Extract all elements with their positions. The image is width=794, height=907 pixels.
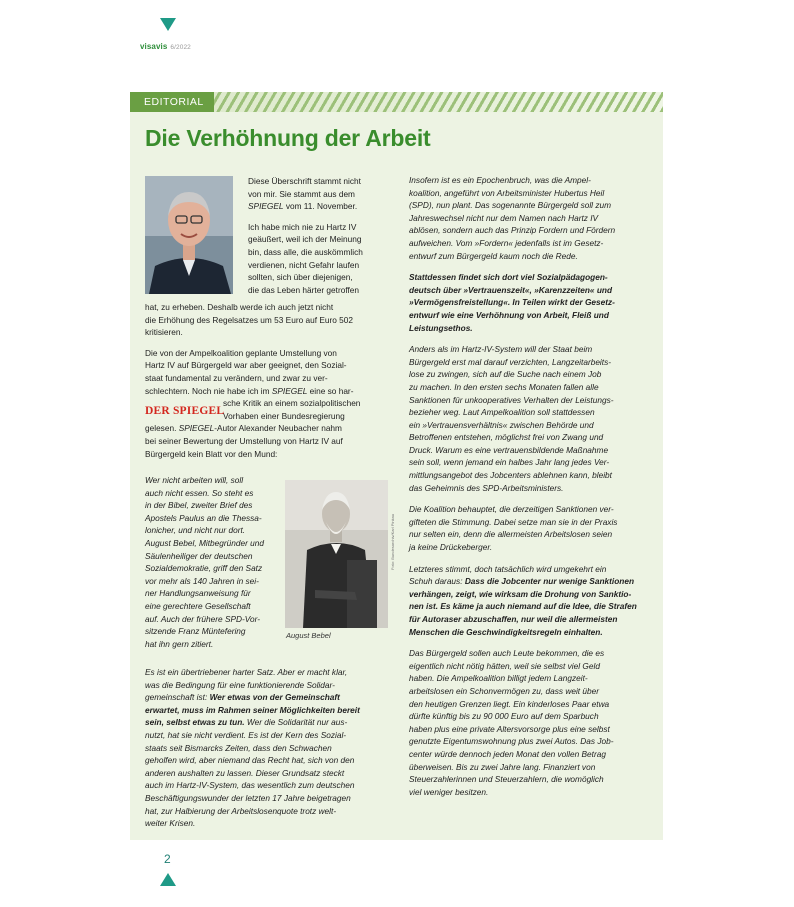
left-bottom-column <box>145 666 390 830</box>
text-line <box>145 716 390 729</box>
bold-text: sein, selbst etwas zu tun. <box>145 717 245 728</box>
text-line: geholfen wird, aber niemand das Recht hat, sich von den <box>145 755 355 766</box>
text-line: bin, dass alle, die auskömmlich <box>248 246 363 257</box>
text-line: für Autoraser abzuschaffen, nur weil die allermeisten <box>409 614 618 624</box>
quote-line: in der Bibel, zweiter Brief des <box>145 500 253 511</box>
quote-line: Apostels Paulus an die Thessa- <box>145 512 262 523</box>
text-line: nen ist. Es käme ja auch niemand auf die Idee, die Strafen <box>409 601 637 612</box>
text-line: sollten, sich über diejenigen, <box>248 272 353 283</box>
text-line: Letzteres stimmt, doch tatsächlich wird umgekehrt ein <box>409 563 607 574</box>
text-line <box>145 422 390 435</box>
text-line: Betroffenen entstehen, möglichst frei von Zwang und <box>409 432 604 443</box>
text-line: die das Leben härter getroffen <box>248 284 360 295</box>
issue-number: 6/2022 <box>170 44 191 51</box>
spiegel-ref: SPIEGEL <box>271 385 308 396</box>
text-line: entwurf zum Bürgergeld kaum noch die Rede. <box>409 250 578 261</box>
text-line <box>409 575 659 588</box>
text-span: vom 11. November. <box>283 201 358 212</box>
text-line: arbeitslosen ein Schonvermögen zu, dass weit über <box>409 685 600 696</box>
text-line: auch im Hartz-IV-System, das wesentlich zum deutschen <box>145 780 355 791</box>
text-line: von mir. Sie stammt aus dem <box>248 188 355 199</box>
text-line: genutzte Eigentumswohnung plus zwei Autos. Das Job- <box>409 736 614 747</box>
bold-text: Wer etwas von der Gemeinschaft <box>209 692 340 703</box>
text-line: (SPD), nun plant. Das sogenannte Bürgergeld soll zum <box>409 200 612 211</box>
logo-text: visavis <box>140 42 168 51</box>
text-line: Anders als im Hartz-IV-System will der Staat beim <box>409 344 593 355</box>
text-line: Druck. Warum es eine vertrauensbildende Maßnahme <box>409 444 609 455</box>
text-line: kritisieren. <box>145 327 183 338</box>
quote-line: auch nicht essen. So steht es <box>145 487 254 498</box>
text-line: »Vermögensfreistellung«. In Teilen wirkt der Gesetz- <box>409 297 615 308</box>
text-line: nutzt, hat sie nicht verdient. Es ist der Kern des Sozial- <box>145 729 347 740</box>
text-span: Wer die Solidarität nur aus- <box>244 717 348 728</box>
text-line <box>145 691 390 704</box>
text-line: anderen aushalten zu lassen. Dieser Grundsatz steckt <box>145 767 345 778</box>
text-span: -Autor Alexander Neubacher nahm <box>214 423 342 434</box>
text-line: Ich habe mich nie zu Hartz IV <box>248 221 357 232</box>
text-line <box>145 385 390 398</box>
text-line: eigentlich nicht nötig hätten, weil sie selbst viel Geld <box>409 660 600 671</box>
text-line: sche Kritik an einem sozialpolitischen <box>223 398 361 409</box>
text-line: ablösen, sondern auch das Prinzip Fordern und Fördern <box>409 225 616 236</box>
text-line: Insofern ist es ein Epochenbruch, was die Ampel- <box>409 175 591 185</box>
text-line: verdienen, nicht Gefahr laufen <box>248 259 360 270</box>
text-line <box>248 200 398 213</box>
text-line: erwartet, muss im Rahmen seiner Möglichkeiten bereit <box>145 704 360 715</box>
text-line: dürfte künftig bis zu 90 000 Euro auf dem Sparbuch <box>409 711 599 722</box>
right-column <box>409 174 659 798</box>
quote-line: sitzende Franz Müntefering <box>145 626 246 637</box>
quote-line: Wer nicht arbeiten will, soll <box>145 475 244 485</box>
text-line: Menschen die Geschwindigkeitsregeln einhalten. <box>409 626 603 637</box>
text-line: Leistungsethos. <box>409 322 473 333</box>
text-span: gemeinschaft ist: <box>145 692 210 703</box>
text-line: viel weniger besitzen. <box>409 786 489 797</box>
spiegel-logo: DER SPIEGEL <box>145 405 225 417</box>
text-line: koalition, angeführt von Arbeitsminister Hubertus Heil <box>409 187 605 198</box>
photo-caption: August Bebel <box>286 631 331 640</box>
quote-line: vor mehr als 140 Jahren in sei- <box>145 575 259 586</box>
text-line: weiter Krisen. <box>145 818 196 829</box>
text-line: sein soll, wenn jemand ein halbes Jahr lang jedes Ver- <box>409 457 610 468</box>
text-line: mittlungsangebot des Jobcenters ablehnen kann, bleibt <box>409 470 612 481</box>
text-line: bei seiner Bewertung der Umstellung von Hartz IV auf <box>145 435 343 446</box>
quote-line: August Bebel, Mitbegründer und <box>145 537 265 548</box>
quote-line: eine gerechtere Gesellschaft <box>145 600 251 611</box>
text-line: den heutigen Grenzen liegt. Ein kinderloses Paar etwa <box>409 698 610 709</box>
text-line: Sanktionen für unkooperatives Verhalten der Leistungs- <box>409 394 614 405</box>
text-line: Das Bürgergeld sollen auch Leute bekommen, die es <box>409 648 605 659</box>
text-line: verhängen, zeigt, wie wirksam die Drohung von Sanktio- <box>409 588 632 599</box>
bottom-triangle-icon <box>160 873 176 886</box>
text-line: ein »Vertrauensverhältnis« zwischen Behörde und <box>409 419 594 430</box>
text-line: aufweichen. Vom »Fordern« jedenfalls ist im Gesetz- <box>409 237 604 248</box>
spiegel-ref: SPIEGEL <box>248 201 284 212</box>
text-line: Es ist ein übertriebener harter Satz. Aber er macht klar, <box>145 667 348 677</box>
text-line: Jahreswechsel nicht nur dem Namen nach Hartz IV <box>409 212 599 223</box>
quote-line: ner Handlungsanweisung für <box>145 588 251 599</box>
text-span: Schuh daraus: <box>409 576 465 587</box>
magazine-logo <box>140 42 191 51</box>
bold-text: Dass die Jobcenter nur wenige Sanktionen <box>464 576 635 587</box>
text-line: was die Bedingung für eine funktionierende Solidar- <box>145 679 335 690</box>
text-span: schlechtern. Noch nie habe ich im <box>145 385 272 396</box>
page-number: 2 <box>164 852 171 866</box>
text-line: hat, zu erheben. Deshalb werde ich auch jetzt nicht <box>145 302 334 312</box>
text-line: staats seit Bismarcks Zeiten, dass den Schwachen <box>145 742 332 753</box>
text-line: entwurf wie eine Verhöhnung von Arbeit, Fleiß und <box>409 309 609 320</box>
text-span: gelesen. <box>145 423 179 434</box>
text-line: Beschäftigungswunder der letzten 17 Jahre beigetragen <box>145 792 351 803</box>
text-line: Bürgergeld erst mal darauf verzichten, Langzeitarbeits- <box>409 356 611 367</box>
text-span: eine so har- <box>307 385 354 396</box>
text-line: deutsch über »Vertrauenszeit«, »Karenzzeiten« und <box>409 284 613 295</box>
quote-line: Säulenheiliger der deutschen <box>145 550 253 561</box>
quote-block <box>145 474 285 650</box>
left-column <box>145 301 390 460</box>
text-line: Bürgergeld kein Blatt vor den Mund: <box>145 448 278 459</box>
text-line: geäußert, weil ich der Meinung <box>248 234 362 245</box>
photo-credit: Foto: Bundesarchiv/Karl Pinkau <box>390 513 395 570</box>
text-line: gifteten die Stimmung. Dabei setze man sie in der Praxis <box>409 516 618 527</box>
text-line: haben plus eine private Altersvorsorge plus eine selbst <box>409 723 610 734</box>
author-photo <box>145 176 233 294</box>
left-intro-column <box>248 175 398 296</box>
quote-line: auf. Auch der frühere SPD-Vor- <box>145 613 260 624</box>
text-line: Hartz IV auf Bürgergeld war aber geeignet, den Sozial- <box>145 360 347 371</box>
text-line: Steuerzahlerinnen und Steuerzahlern, die womöglich <box>409 774 604 785</box>
text-line: bezieher weg. Laut Ampelkoalition soll stattdessen <box>409 407 595 418</box>
bebel-photo <box>285 480 388 628</box>
top-triangle-icon <box>160 18 176 31</box>
text-line: Vorhaben einer Bundesregierung <box>223 410 345 421</box>
text-line: haben. Die Ampelkoalition billigt jedem Langzeit- <box>409 673 588 684</box>
quote-line: Sozialdemokratie, griff den Satz <box>145 563 263 574</box>
text-line: überweisen. Bis zu zwei Jahre lang. Finanziert von <box>409 761 596 772</box>
quote-line: lonicher, und nicht nur dort. <box>145 525 246 536</box>
text-line: zu machen. In den ersten sechs Monaten fallen alle <box>409 381 599 392</box>
text-line: Die Koalition behauptet, die derzeitigen Sanktionen ver- <box>409 504 614 515</box>
text-line: die Erhöhung des Regelsatzes um 53 Euro auf Euro 502 <box>145 314 354 325</box>
section-banner <box>130 92 663 112</box>
text-line: hat, zur Halbierung der Arbeitslosenquote trotz welt- <box>145 805 337 816</box>
article-title: Die Verhöhnung der Arbeit <box>145 125 431 151</box>
text-line: Stattdessen findet sich dort viel Sozialpädagogen- <box>409 272 608 283</box>
spiegel-ref: SPIEGEL <box>178 423 215 434</box>
text-line: Diese Überschrift stammt nicht <box>248 176 361 186</box>
section-tag: EDITORIAL <box>130 92 214 112</box>
text-line: staat fundamental zu verändern, und zwar zu ver- <box>145 372 328 383</box>
text-line: Die von der Ampelkoalition geplante Umstellung von <box>145 347 337 358</box>
text-line: lose zu zwingen, sich auf die Suche nach einem Job <box>409 369 602 380</box>
text-line: center würde dennoch jeden Monat den vollen Betrag <box>409 748 606 759</box>
text-line: nur selten ein, denn die allermeisten Arbeitslosen seien <box>409 529 613 540</box>
text-line: das Geheimnis des SPD-Arbeitsministers. <box>409 482 564 493</box>
quote-line: hat ihn gern zitiert. <box>145 638 214 649</box>
text-line: ja keine Drückeberger. <box>409 542 493 553</box>
